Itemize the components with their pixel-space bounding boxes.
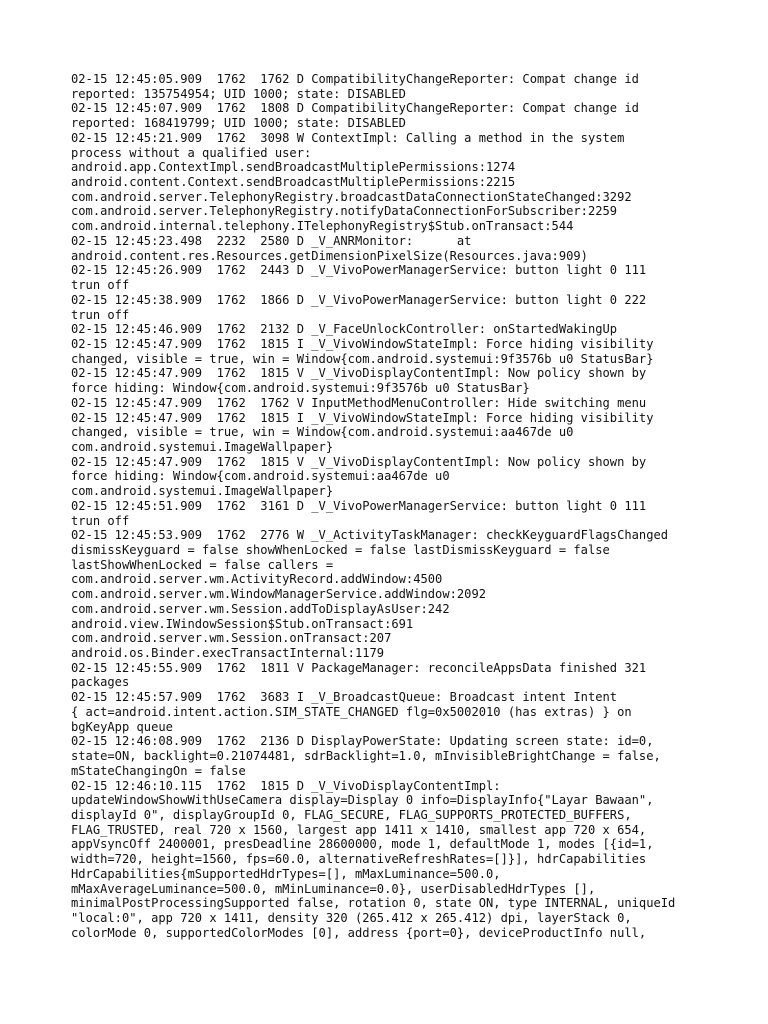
log-line: com.android.server.wm.ActivityRecord.addWindow:4500 <box>71 572 443 587</box>
log-line: 02-15 12:46:08.909 1762 2136 D DisplayPowerState: Updating screen state: id=0, <box>71 734 654 749</box>
log-line: 02-15 12:45:51.909 1762 3161 D _V_VivoPowerManagerService: button light 0 111 <box>71 498 647 513</box>
log-line: com.android.systemui.ImageWallpaper} <box>71 439 334 454</box>
log-line: 02-15 12:45:47.909 1762 1815 V _V_VivoDisplayContentImpl: Now policy shown by <box>71 454 647 469</box>
log-line: changed, visible = true, win = Window{com.android.systemui:9f3576b u0 StatusBar} <box>71 351 654 366</box>
log-line: 02-15 12:45:57.909 1762 3683 I _V_BroadcastQueue: Broadcast intent Intent <box>71 690 618 705</box>
log-line: updateWindowShowWithUseCamera display=Display 0 info=DisplayInfo{"Layar Bawaan", <box>71 793 654 808</box>
log-line: mStateChangingOn = false <box>71 763 246 778</box>
log-line: 02-15 12:45:23.498 2232 2580 D _V_ANRMonitor: at <box>71 233 472 248</box>
log-line: colorMode 0, supportedColorModes [0], address {port=0}, deviceProductInfo null, <box>71 925 647 940</box>
log-line: 02-15 12:45:38.909 1762 1866 D _V_VivoPowerManagerService: button light 0 222 <box>71 292 647 307</box>
log-line: "local:0", app 720 x 1411, density 320 (265.412 x 265.412) dpi, layerStack 0, <box>71 910 632 925</box>
log-line: com.android.server.TelephonyRegistry.notifyDataConnectionForSubscriber:2259 <box>71 204 618 219</box>
log-line: 02-15 12:45:07.909 1762 1808 D CompatibilityChangeReporter: Compat change id <box>71 101 639 116</box>
log-line: process without a qualified user: <box>71 145 312 160</box>
log-line: android.content.Context.sendBroadcastMultiplePermissions:2215 <box>71 175 516 190</box>
log-line: android.view.IWindowSession$Stub.onTransact:691 <box>71 616 414 631</box>
log-line: 02-15 12:45:05.909 1762 1762 D CompatibilityChangeReporter: Compat change id <box>71 72 639 86</box>
log-line: 02-15 12:45:47.909 1762 1815 I _V_VivoWindowStateImpl: Force hiding visibility <box>71 410 654 425</box>
log-line: com.android.server.wm.Session.onTransact:207 <box>71 631 392 646</box>
log-line: { act=android.intent.action.SIM_STATE_CHANGED flg=0x5002010 (has extras) } on <box>71 704 632 719</box>
log-line: appVsyncOff 2400001, presDeadline 28600000, mode 1, defaultMode 1, modes [{id=1, <box>71 837 654 852</box>
log-line: bgKeyApp queue <box>71 719 173 734</box>
log-line: 02-15 12:45:55.909 1762 1811 V PackageManager: reconcileAppsData finished 321 <box>71 660 647 675</box>
log-line: reported: 168419799; UID 1000; state: DISABLED <box>71 116 406 131</box>
log-line: 02-15 12:45:47.909 1762 1815 I _V_VivoWindowStateImpl: Force hiding visibility <box>71 336 654 351</box>
log-line: FLAG_TRUSTED, real 720 x 1560, largest app 1411 x 1410, smallest app 720 x 654, <box>71 822 647 837</box>
log-line: mMaxAverageLuminance=500.0, mMinLuminance=0.0}, userDisabledHdrTypes [], <box>71 881 596 896</box>
log-line: android.app.ContextImpl.sendBroadcastMultiplePermissions:1274 <box>71 160 516 175</box>
log-line: 02-15 12:45:47.909 1762 1815 V _V_VivoDisplayContentImpl: Now policy shown by <box>71 366 647 381</box>
log-line: trun off <box>71 307 130 322</box>
log-line: trun off <box>71 278 130 293</box>
log-line: android.content.res.Resources.getDimensionPixelSize(Resources.java:909) <box>71 248 588 263</box>
log-line: 02-15 12:45:21.909 1762 3098 W ContextImpl: Calling a method in the system <box>71 130 625 145</box>
log-line: force hiding: Window{com.android.systemui:aa467de u0 <box>71 469 450 484</box>
log-line: 02-15 12:45:46.909 1762 2132 D _V_FaceUnlockController: onStartedWakingUp <box>71 322 618 337</box>
log-line: com.android.server.TelephonyRegistry.broadcastDataConnectionStateChanged:3292 <box>71 189 632 204</box>
log-line: trun off <box>71 513 130 528</box>
log-line: 02-15 12:46:10.115 1762 1815 D _V_VivoDisplayContentImpl: <box>71 778 501 793</box>
log-line: dismissKeyguard = false showWhenLocked = false lastDismissKeyguard = false <box>71 543 610 557</box>
log-line: com.android.systemui.ImageWallpaper} <box>71 484 334 499</box>
log-line: 02-15 12:45:26.909 1762 2443 D _V_VivoPowerManagerService: button light 0 111 <box>71 263 647 278</box>
log-line: changed, visible = true, win = Window{com.android.systemui:aa467de u0 <box>71 425 574 440</box>
log-line: com.android.server.wm.WindowManagerService.addWindow:2092 <box>71 587 487 602</box>
log-line: force hiding: Window{com.android.systemui:9f3576b u0 StatusBar} <box>71 381 530 396</box>
log-line: packages <box>71 675 130 690</box>
log-line: width=720, height=1560, fps=60.0, alternativeRefreshRates=[]}], hdrCapabilities <box>71 852 647 867</box>
log-line: com.android.server.wm.Session.addToDisplayAsUser:242 <box>71 601 450 616</box>
log-line: displayId 0", displayGroupId 0, FLAG_SECURE, FLAG_SUPPORTS_PROTECTED_BUFFERS, <box>71 807 632 822</box>
log-line: minimalPostProcessingSupported false, rotation 0, state ON, type INTERNAL, uniqueId <box>71 896 676 911</box>
log-line: com.android.internal.telephony.ITelephonyRegistry$Stub.onTransact:544 <box>71 219 574 234</box>
log-line: reported: 135754954; UID 1000; state: DISABLED <box>71 86 406 101</box>
log-text-block <box>71 72 701 940</box>
log-line: state=ON, backlight=0.21074481, sdrBacklight=1.0, mInvisibleBrightChange = false, <box>71 749 661 764</box>
log-line: 02-15 12:45:47.909 1762 1762 V InputMethodMenuController: Hide switching menu <box>71 395 647 410</box>
log-line: lastShowWhenLocked = false callers = <box>71 557 334 572</box>
log-line: 02-15 12:45:53.909 1762 2776 W _V_ActivityTaskManager: checkKeyguardFlagsChanged <box>71 528 669 543</box>
log-line: HdrCapabilities{mSupportedHdrTypes=[], mMaxLuminance=500.0, <box>71 866 501 881</box>
log-line: android.os.Binder.execTransactInternal:1179 <box>71 646 385 661</box>
